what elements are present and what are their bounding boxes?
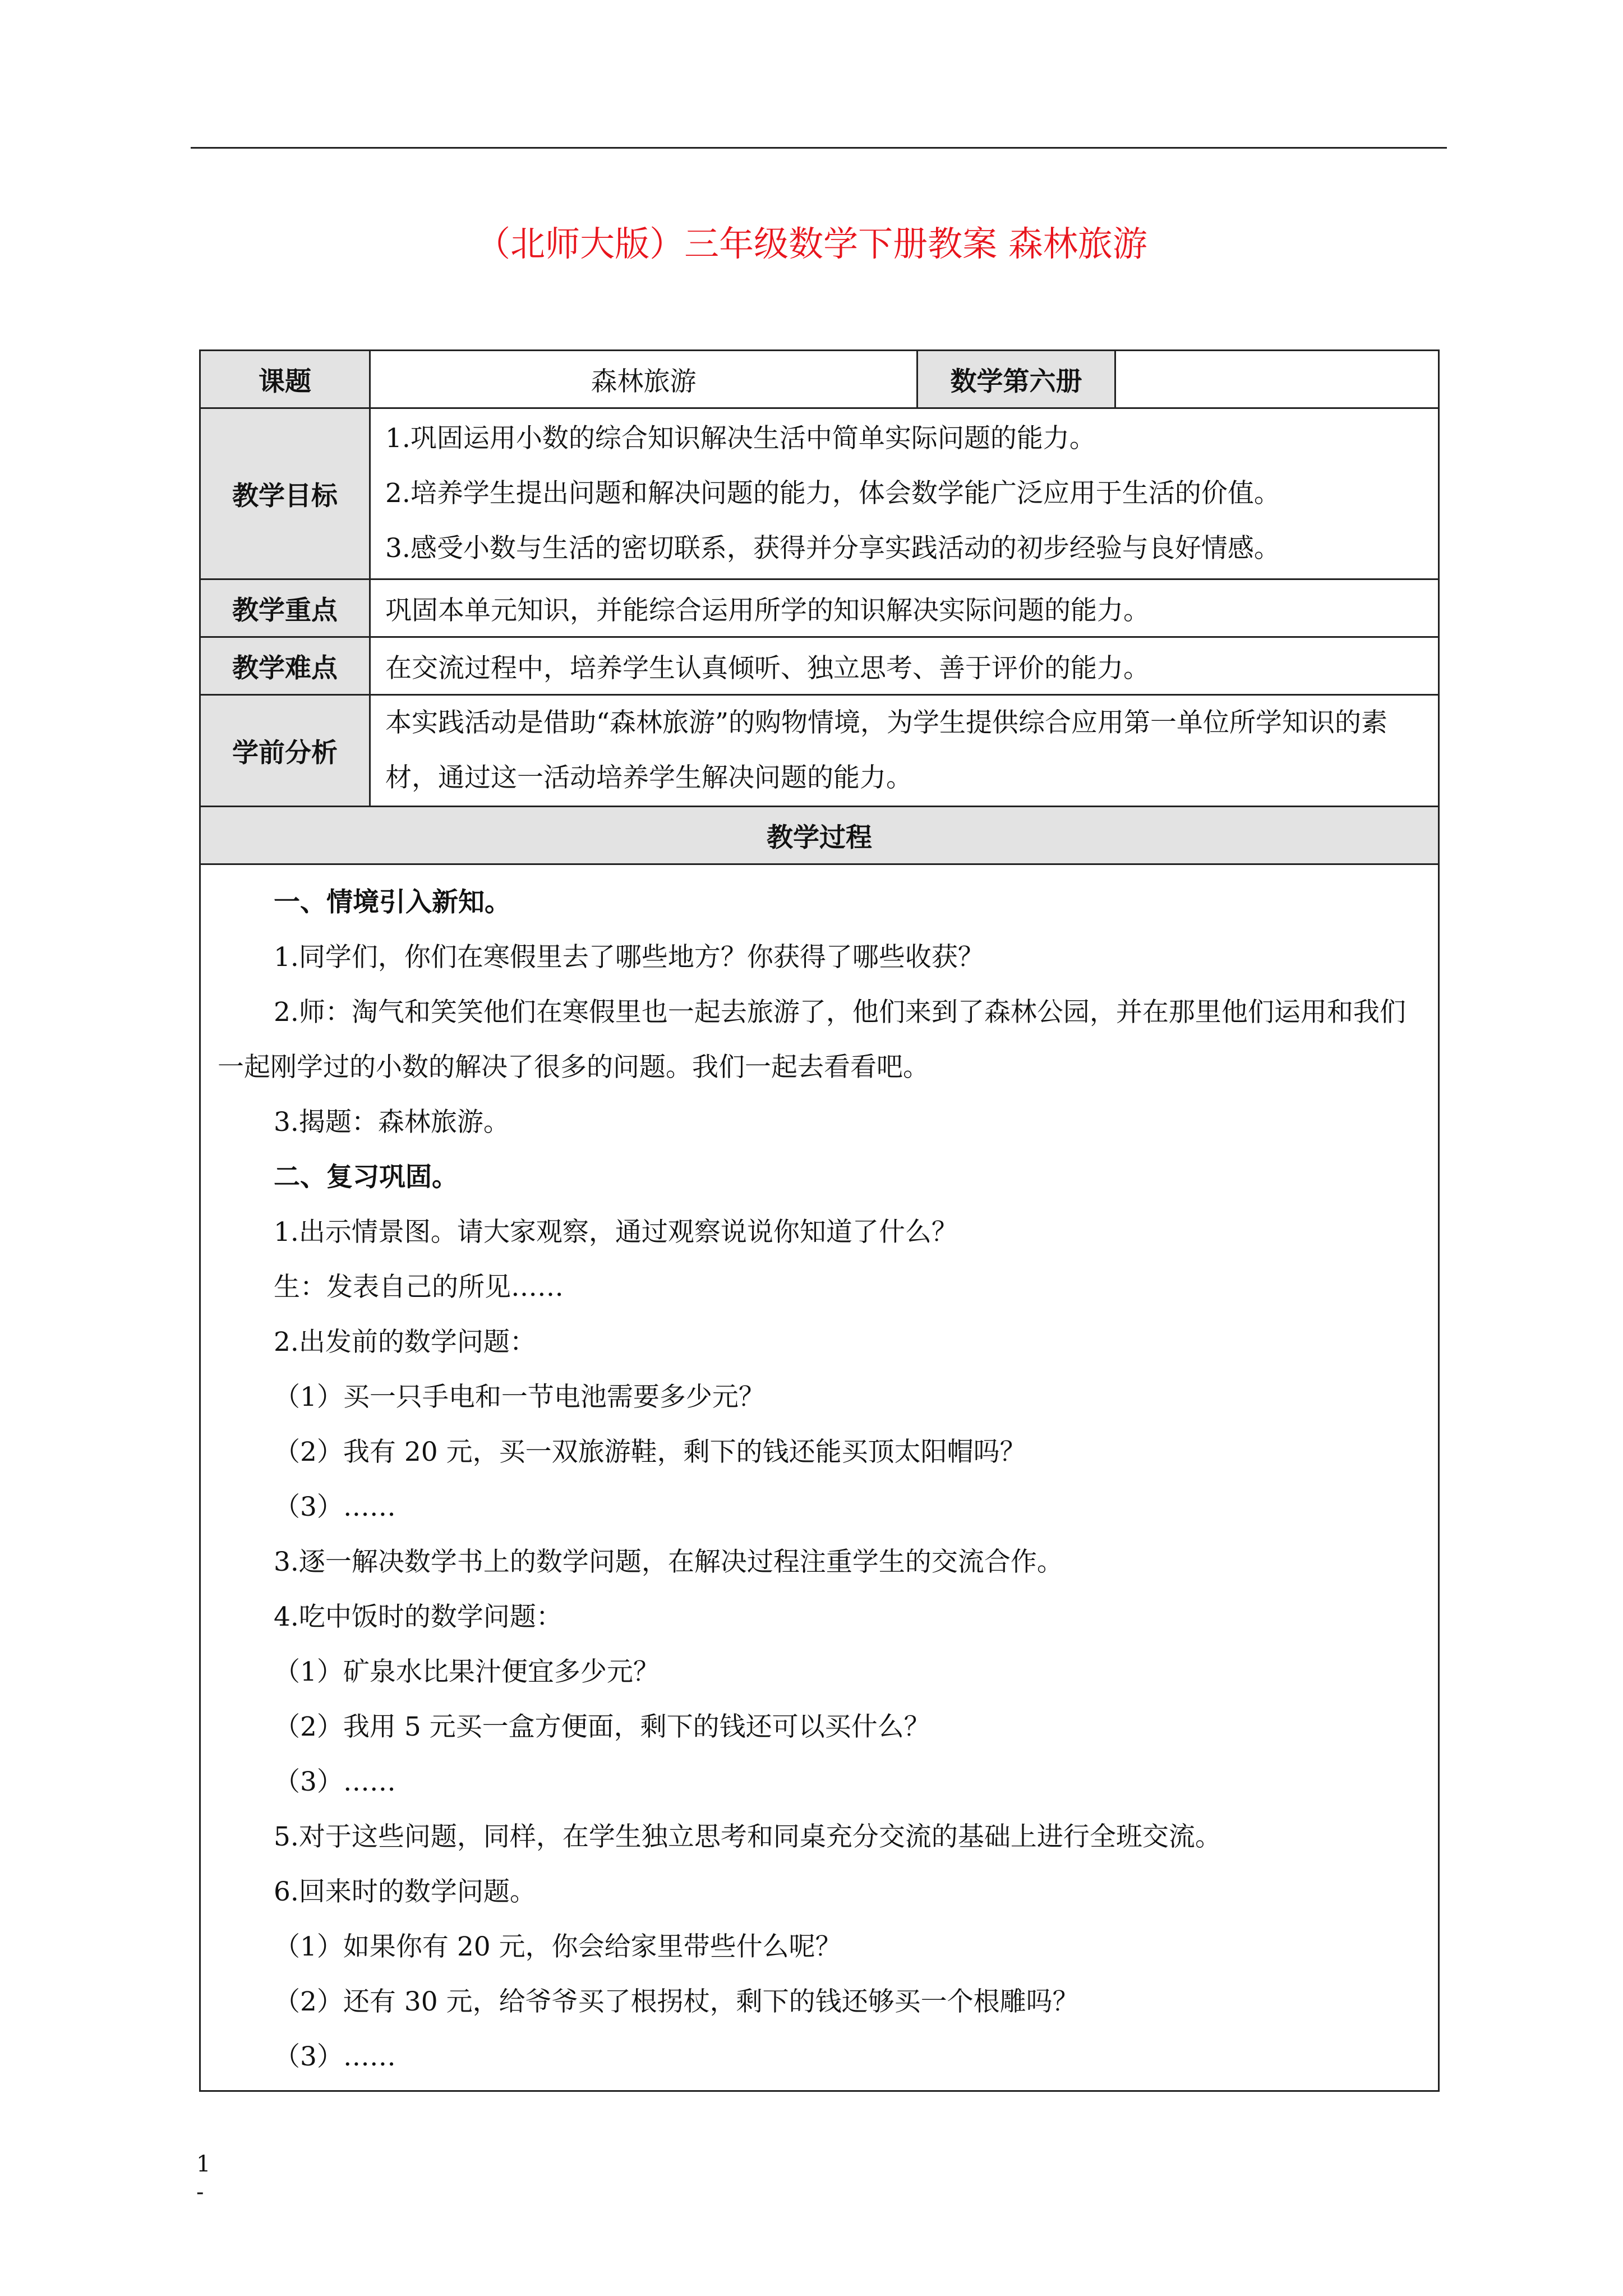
header-rule [191, 147, 1447, 149]
process-label: 教学过程 [200, 807, 1439, 864]
page-number: 1 [196, 2151, 211, 2177]
table-row [200, 351, 1439, 408]
analysis-value: 本实践活动是借助“森林旅游”的购物情境，为学生提供综合应用第一单位所学知识的素材，通过这一活动培养学生解决问题的能力。 [370, 695, 1439, 807]
process-line: 6.回来时的数学问题。 [274, 1876, 536, 1907]
analysis-label: 学前分析 [200, 695, 370, 807]
process-line: 2.出发前的数学问题： [274, 1327, 536, 1358]
process-line: （3）…… [274, 1492, 396, 1522]
process-line: （1）买一只手电和一节电池需要多少元？ [274, 1382, 765, 1412]
topic-label: 课题 [200, 351, 370, 408]
table-row [200, 637, 1439, 695]
process-line: 1.出示情景图。请大家观察，通过观察说说你知道了什么？ [274, 1217, 958, 1248]
document-title: （北师大版）三年级数学下册教案 森林旅游 [476, 223, 1147, 264]
process-line: 二、复习巩固。 [274, 1162, 458, 1193]
process-line: （3）…… [274, 2041, 396, 2072]
process-line: （2）我有 20 元，买一双旅游鞋，剩下的钱还能买顶太阳帽吗？ [274, 1437, 1026, 1467]
process-line: （2）我用 5 元买一盒方便面，剩下的钱还可以买什么？ [274, 1711, 930, 1742]
table-row [200, 579, 1439, 637]
book-value [1115, 351, 1439, 408]
book-label: 数学第六册 [917, 351, 1115, 408]
goal-item: 1.巩固运用小数的综合知识解决生活中简单实际问题的能力。 [385, 423, 1096, 454]
goal-item: 2.培养学生提出问题和解决问题的能力，体会数学能广泛应用于生活的价值。 [385, 478, 1280, 509]
lesson-plan-table [199, 349, 1440, 2092]
process-line: 5.对于这些问题，同样，在学生独立思考和同桌充分交流的基础上进行全班交流。 [274, 1821, 1221, 1852]
table-row [200, 695, 1439, 807]
page-dash: - [196, 2179, 204, 2205]
process-line: 3.逐一解决数学书上的数学问题，在解决过程注重学生的交流合作。 [274, 1547, 1063, 1577]
process-line: （2）还有 30 元，给爷爷买了根拐杖，剩下的钱还够买一个根雕吗？ [274, 1986, 1079, 2017]
difficulty-label: 教学难点 [200, 637, 370, 695]
process-line: 生：发表自己的所见…… [274, 1272, 564, 1303]
process-line: 3.揭题：森林旅游。 [274, 1107, 510, 1138]
goal-item: 3.感受小数与生活的密切联系，获得并分享实践活动的初步经验与良好情感。 [385, 533, 1280, 564]
topic-value: 森林旅游 [370, 351, 917, 408]
process-line: 一、情境引入新知。 [274, 887, 511, 918]
difficulty-value: 在交流过程中，培养学生认真倾听、独立思考、善于评价的能力。 [370, 637, 1439, 695]
table-row [200, 807, 1439, 864]
table-row [200, 864, 1439, 2091]
focus-label: 教学重点 [200, 579, 370, 637]
process-line: （3）…… [274, 1766, 396, 1797]
goals-label: 教学目标 [200, 408, 370, 579]
process-line: 1.同学们，你们在寒假里去了哪些地方？你获得了哪些收获？ [274, 942, 984, 973]
process-line: （1）如果你有 20 元，你会给家里带些什么呢？ [274, 1931, 842, 1962]
process-line: （1）矿泉水比果汁便宜多少元？ [274, 1657, 660, 1687]
table-row [200, 408, 1439, 579]
focus-value: 巩固本单元知识，并能综合运用所学的知识解决实际问题的能力。 [370, 579, 1439, 637]
process-line: 4.吃中饭时的数学问题： [274, 1602, 562, 1632]
process-content [200, 864, 1439, 2091]
process-line: 2.师：淘气和笑笑他们在寒假里也一起去旅游了，他们来到了森林公园，并在那里他们运用和我们一起刚学过的小数的解决了很多的问题。我们一起去看看吧。 [218, 997, 1406, 1083]
